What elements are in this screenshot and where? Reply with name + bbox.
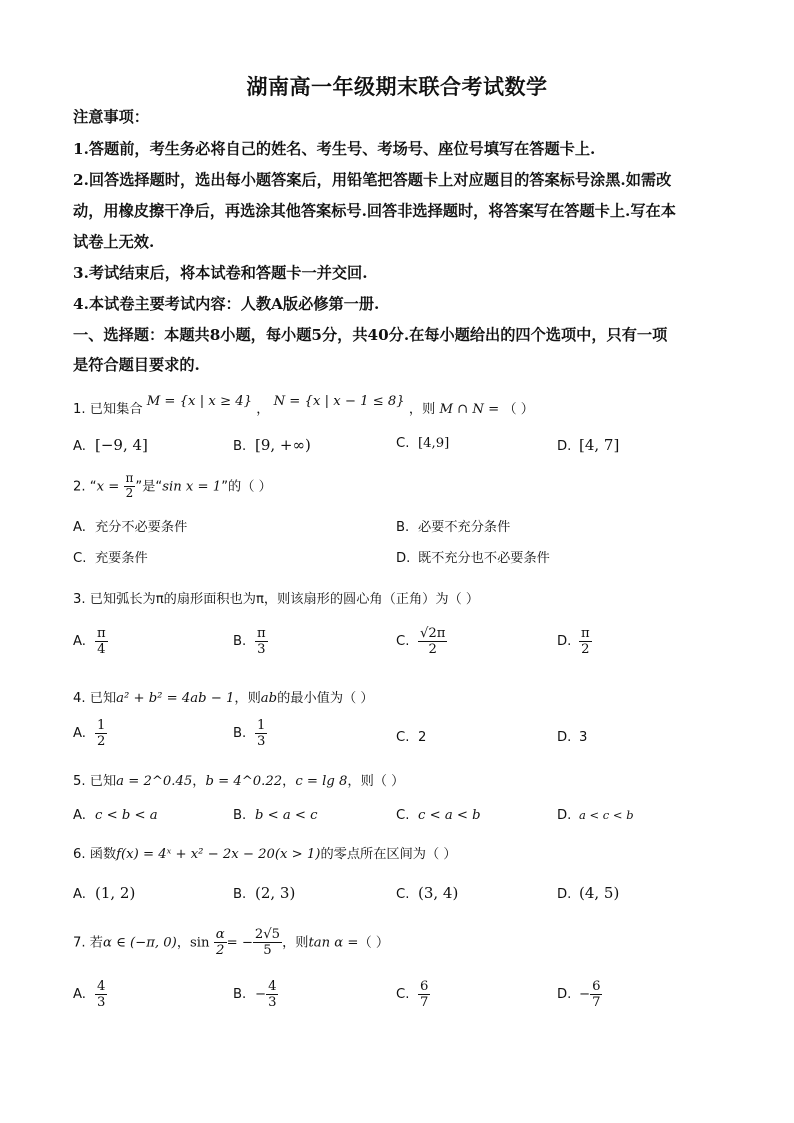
- q5-prefix: 5. 已知: [73, 774, 117, 789]
- q7-prefix: 7. 若: [73, 935, 103, 951]
- q5-sep-1: ，: [192, 774, 206, 789]
- q2-rhs: sin x = 1: [162, 479, 222, 495]
- page-title: 湖南高一年级期末联合考试数学: [246, 74, 548, 99]
- notice-heading: 注意事项：: [73, 108, 149, 126]
- notice-item-2-line-2: 动，用橡皮擦干净后，再选涂其他答案标号.回答非选择题时，将答案写在答题卡上.写在本: [73, 202, 676, 220]
- q3-d-fraction: $\frac{\pi}{2}$: [581, 626, 590, 658]
- q1-expression: M ∩ N =: [439, 402, 500, 417]
- q7-mid: ，则: [282, 935, 309, 951]
- q2-fraction: $\frac{\pi}{2}$: [125, 471, 134, 500]
- q5-option-b: B. b < a < c: [233, 808, 318, 823]
- q5-option-d: D. a < c < b: [557, 808, 634, 823]
- q7-option-d: D. − $\frac{6}{7}$: [557, 979, 601, 1011]
- q1-prefix: 1. 已知集合: [73, 402, 143, 417]
- q4-option-d: D. 3: [557, 730, 588, 745]
- q2-post: ”的（ ）: [221, 479, 272, 495]
- q2-option-d: D. 既不充分也不必要条件: [396, 551, 550, 566]
- q7-equals: = −: [226, 935, 253, 951]
- q3-option-b: B. $\frac{\pi}{3}$: [233, 626, 266, 658]
- question-5-stem: [73, 770, 404, 789]
- q7-option-b: B. − $\frac{4}{3}$: [233, 979, 277, 1011]
- notice-item-4: 4.本试卷主要考试内容：人教A版必修第一册.: [73, 295, 380, 313]
- q4-b-fraction: $\frac{1}{3}$: [257, 718, 266, 750]
- q7-a-fraction: $\frac{4}{3}$: [97, 979, 106, 1011]
- q5-option-c: C. c < a < b: [396, 808, 481, 823]
- q3-option-c: C. $\frac{√2\pi}{2}$: [396, 626, 446, 658]
- q1-option-b: B. [9, +∞): [233, 436, 311, 454]
- q1-set-n: N = {x | x − 1 ≤ 8}: [273, 394, 405, 409]
- notice-item-2-line-1: 2.回答选择题时，选出每小题答案后，用铅笔把答题卡上对应题目的答案标号涂黑.如需改: [73, 171, 672, 189]
- q7-tan: tan α =: [308, 935, 359, 951]
- q2-lhs: x =: [96, 479, 120, 495]
- notice-item-1: 1.答题前，考生务必将自己的姓名、考生号、考场号、座位号填写在答题卡上.: [73, 140, 596, 158]
- q1-paren: （ ）: [503, 402, 534, 417]
- q7-d-fraction: $\frac{6}{7}$: [592, 979, 601, 1011]
- q1-post: ，则: [408, 402, 436, 417]
- q5-sep-2: ，: [282, 774, 296, 789]
- q2-mid: ”是“: [135, 479, 163, 495]
- q1-set-m: M = {x | x ≥ 4}: [146, 394, 252, 409]
- q4-option-b: B. $\frac{1}{3}$: [233, 718, 266, 750]
- q6-option-b: B. (2, 3): [233, 884, 296, 902]
- q7-post: （ ）: [358, 935, 390, 951]
- q1-option-c: C. [4,9]: [396, 436, 450, 451]
- question-1-stem: [73, 394, 534, 417]
- q4-ab: ab: [260, 691, 278, 706]
- question-2-stem: [73, 472, 272, 501]
- q7-option-a: A. $\frac{4}{3}$: [73, 979, 106, 1011]
- q3-option-a: A. $\frac{\pi}{4}$: [73, 626, 106, 658]
- q2-option-c: C. 充要条件: [73, 551, 148, 566]
- question-7-stem: [73, 927, 389, 958]
- q2-option-a: A. 充分不必要条件: [73, 520, 188, 535]
- q7-b-fraction: $\frac{4}{3}$: [268, 979, 277, 1011]
- q1-option-d: D. [4, 7]: [557, 436, 620, 454]
- q4-mid: ，则: [234, 691, 261, 706]
- notice-item-2-line-3: 试卷上无效.: [73, 233, 155, 251]
- question-4-stem: [73, 687, 374, 706]
- q7-c-fraction: $\frac{6}{7}$: [420, 979, 429, 1011]
- q7-condition: α ∈ (−π, 0): [102, 935, 177, 951]
- q1-separator: ，: [256, 402, 270, 417]
- q4-prefix: 4. 已知: [73, 691, 117, 706]
- q3-c-fraction: $\frac{√2\pi}{2}$: [420, 626, 446, 658]
- q3-option-d: D. $\frac{\pi}{2}$: [557, 626, 590, 658]
- q4-post: 的最小值为（ ）: [277, 691, 374, 706]
- q6-expression: f(x) = 4ˣ + x² − 2x − 20(x > 1): [116, 847, 321, 862]
- q7-alpha-fraction: $\frac{\alpha}{2}$: [215, 927, 225, 959]
- q7-rhs-fraction: $\frac{2√5}{5}$: [254, 927, 281, 959]
- section-heading-line-1: 一、选择题：本题共8小题，每小题5分，共40分.在每小题给出的四个选项中，只有一项: [73, 326, 668, 344]
- notice-item-3: 3.考试结束后，将本试卷和答题卡一并交回.: [73, 264, 368, 282]
- q5-b-def: b = 4^0.22: [205, 774, 283, 789]
- q5-c-def: c = lg 8: [295, 774, 348, 789]
- q7-sin: sin: [190, 935, 210, 951]
- q4-a-fraction: $\frac{1}{2}$: [97, 718, 106, 750]
- q6-option-a: A. (1, 2): [73, 884, 136, 902]
- q1-option-a: A. [−9, 4]: [73, 436, 148, 454]
- q5-option-a: A. c < b < a: [73, 808, 158, 823]
- q4-expression: a² + b² = 4ab − 1: [116, 691, 235, 706]
- q2-option-b: B. 必要不充分条件: [396, 520, 511, 535]
- q3-b-fraction: $\frac{\pi}{3}$: [257, 626, 266, 658]
- q3-a-fraction: $\frac{\pi}{4}$: [97, 626, 106, 658]
- q7-option-c: C. $\frac{6}{7}$: [396, 979, 429, 1011]
- question-3-stem: 3. 已知弧长为π的扇形面积也为π，则该扇形的圆心角（正角）为（ ）: [73, 592, 480, 607]
- q4-option-c: C. 2: [396, 730, 427, 745]
- q6-prefix: 6. 函数: [73, 847, 117, 862]
- q6-option-c: C. (3, 4): [396, 884, 459, 902]
- q4-option-a: A. $\frac{1}{2}$: [73, 718, 106, 750]
- question-6-stem: [73, 843, 457, 862]
- q5-a-def: a = 2^0.45: [116, 774, 193, 789]
- q6-post: 的零点所在区间为（ ）: [320, 847, 457, 862]
- q5-post: ，则（ ）: [347, 774, 405, 789]
- q7-sep: ，: [176, 935, 190, 951]
- q2-prefix: 2. “: [73, 479, 97, 495]
- section-heading-line-2: 是符合题目要求的.: [73, 356, 200, 374]
- q6-option-d: D. (4, 5): [557, 884, 620, 902]
